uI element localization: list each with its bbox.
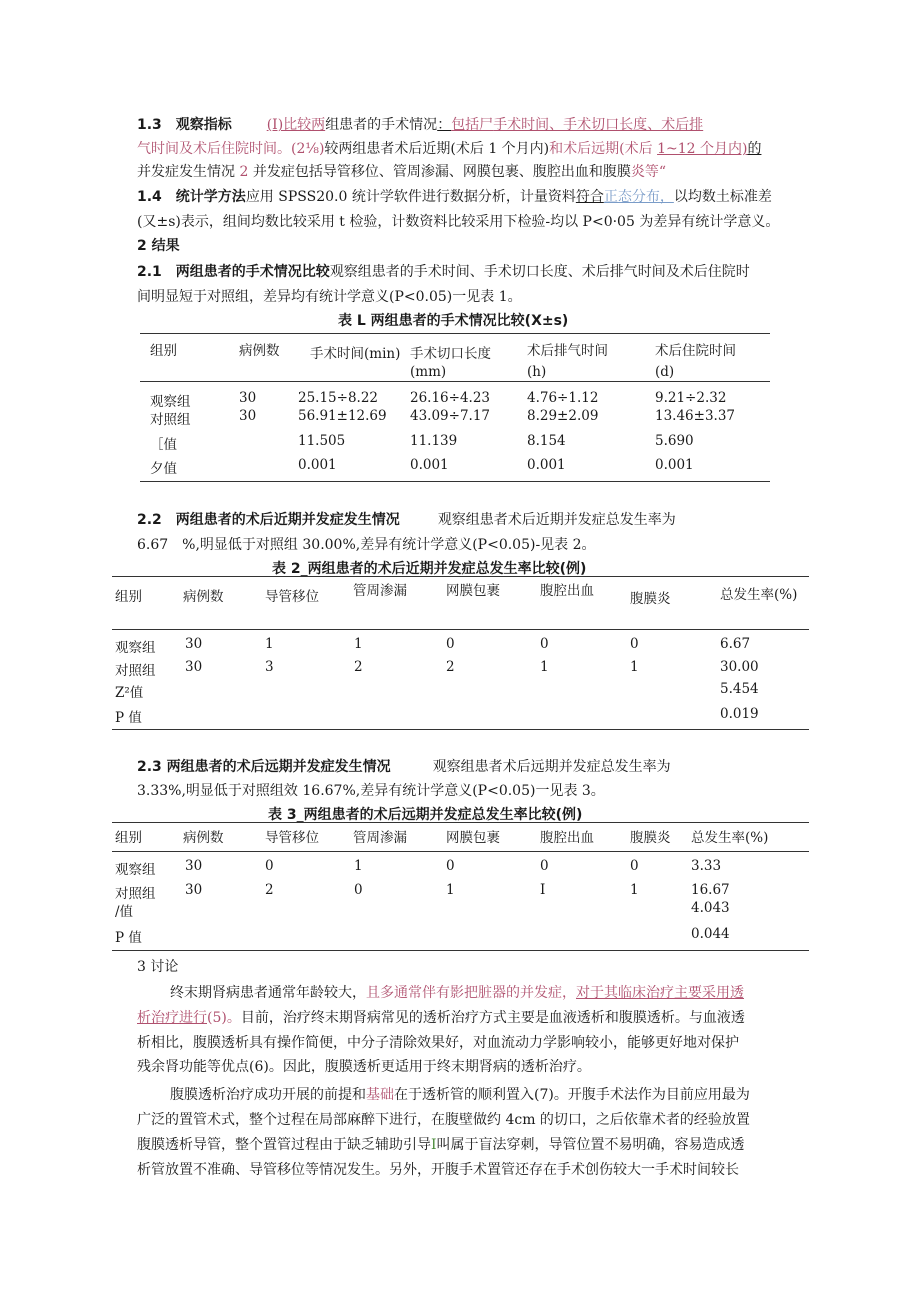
table-cell: 4.043	[691, 900, 730, 916]
table-3-header-cell: 腹膜炎	[630, 830, 671, 846]
table-cell: 30	[185, 882, 203, 898]
table-1-header-rule	[140, 381, 770, 382]
text-run: 腹膜透析治疗成功开展的前提和	[170, 1087, 366, 1103]
table-3-header-cell: 总发生率(%)	[691, 830, 769, 846]
section-1-3-heading: 1.3 观察指标	[137, 117, 232, 133]
section-2-heading: 2 结果	[137, 238, 180, 254]
table-cell: 5.690	[655, 433, 694, 449]
table-2-bottom-rule	[112, 729, 809, 730]
discussion-p1-line-4: 残余肾功能等优点(6)。因此，腹膜透析更适用于终末期肾病的透析治疗。	[137, 1059, 591, 1075]
table-cell: 0	[630, 858, 639, 874]
table-cell: 0.001	[298, 457, 337, 473]
table-cell: 2	[446, 659, 455, 675]
table-cell: I	[540, 882, 546, 898]
table-2-header-cell: 腹膜炎	[630, 591, 671, 607]
table-cell: 0	[540, 858, 549, 874]
text-run: 观察组患者术后远期并发症总发生率为	[432, 759, 671, 775]
text-run: 析治疗进行	[137, 1010, 207, 1026]
table-cell: 观察组	[115, 862, 156, 878]
table-cell: 30	[239, 390, 257, 406]
table-3-header-cell: 病例数	[183, 830, 224, 846]
text-run: ：	[437, 117, 452, 133]
table-2-top-rule	[112, 576, 809, 577]
section-2-3-line-1	[137, 757, 671, 779]
table-cell: 0	[540, 636, 549, 652]
text-run: 手术时间、手术切口长度、术后排	[493, 117, 704, 133]
text-run: 观察组患者术后近期并发症总发生率为	[437, 512, 676, 528]
text-run: 炎等“	[630, 164, 666, 180]
table-cell: 1	[540, 659, 549, 675]
text-run: 应用 SPSS20.0 统计学软件进行数据分析，计量资料	[245, 189, 576, 205]
table-cell: 30	[239, 408, 257, 424]
table-cell: 0	[446, 858, 455, 874]
table-2-caption: 表 2_两组患者的术后近期并发症总发生率比较(例)	[272, 561, 587, 577]
table-2-header-cell: 病例数	[183, 589, 224, 605]
discussion-p2-line-2: 广泛的置管术式，整个过程在局部麻醉下进行，在腹壁做约 4cm 的切口，之后依靠术者的经验放置	[137, 1112, 750, 1128]
text-run: 观察组患者的手术时间、手术切口长度、术后排气时间及术后住院时	[329, 264, 750, 280]
table-1-header-cell: 病例数	[239, 343, 280, 359]
text-run: 包括尸	[451, 117, 494, 133]
table-2-header-cell: 网膜包裹	[446, 583, 500, 599]
table-cell: 8.154	[527, 433, 566, 449]
table-cell: 观察组	[150, 394, 191, 410]
section-2-1-line-2: 间明显短于对照组，差异均有统计学意义(P<0.05)一见表 1。	[137, 289, 522, 305]
table-cell: 0.001	[527, 457, 566, 473]
table-cell: 13.46±3.37	[655, 408, 736, 424]
text-run: 和术后远期(术后	[549, 141, 658, 157]
discussion-p2-line-1	[170, 1085, 750, 1107]
table-cell: 对照组	[115, 886, 156, 902]
section-2-2-heading: 2.2 两组患者的术后近期并发症发生情况	[137, 512, 400, 528]
text-run: 终末期肾病患者通常年龄较大，	[170, 985, 366, 1001]
table-cell: 1	[630, 882, 639, 898]
text-run: 较两组患者术后近期(术后 1 个月内)	[324, 141, 550, 157]
text-run: 气时间及术后住院时间。	[137, 141, 291, 157]
table-1-header-cell: 手术时间(min)	[310, 346, 401, 362]
table-3-header-cell: 导管移位	[265, 830, 319, 846]
table-cell: P 值	[115, 710, 142, 726]
table-cell: Z²值	[115, 685, 144, 701]
table-3-header-cell: 网膜包裹	[446, 830, 500, 846]
table-1-header-cell: 术后排气时间	[527, 343, 608, 359]
table-cell: 夕值	[150, 461, 177, 477]
text-run: 叫属于盲法穿刺，导管位置不易明确，容易造成透	[436, 1137, 745, 1153]
table-2-header-cell: 组别	[115, 589, 142, 605]
table-3-header-cell: 组别	[115, 830, 142, 846]
table-3-top-rule	[112, 822, 809, 823]
section-1-4-line-2: (又±s)表示，组间均数比较采用 t 检验，计数资料比较采用下检验-均以 P<0·05 为差异有统计学意义。	[137, 214, 780, 230]
section-2-2-line-1	[137, 510, 676, 532]
text-run: 且多通常伴有影把脏器的并发症，	[366, 985, 576, 1001]
table-cell: 1	[446, 882, 455, 898]
text-run: 并发症发生情况	[137, 164, 240, 180]
table-3-header-cell: 腹腔出血	[540, 830, 594, 846]
table-cell: 1	[354, 636, 363, 652]
table-cell: 11.139	[410, 433, 458, 449]
table-cell: 43.09÷7.17	[410, 408, 491, 424]
table-cell: 25.15÷8.22	[298, 390, 379, 406]
text-run: 的	[747, 141, 762, 157]
table-2-header-cell: 导管移位	[265, 589, 319, 605]
table-cell: 0.044	[691, 926, 730, 942]
table-cell: 0	[265, 858, 274, 874]
table-cell: 6.67	[720, 636, 751, 652]
table-cell: 11.505	[298, 433, 346, 449]
table-cell: 16.67	[691, 882, 730, 898]
table-cell: 3.33	[691, 858, 722, 874]
table-1-unit: (d)	[655, 364, 675, 380]
table-cell: 9.21÷2.32	[655, 390, 727, 406]
table-cell: 30	[185, 858, 203, 874]
table-cell: 56.91±12.69	[298, 408, 387, 424]
text-run: 在于透析管的顺利置入(7)。开腹手术法作为目前应用最为	[394, 1087, 750, 1103]
section-2-1-line-1	[137, 262, 750, 284]
table-1-header-cell: 组别	[150, 343, 177, 359]
section-1-4-line-1	[137, 187, 772, 209]
table-cell: 5.454	[720, 681, 759, 697]
table-cell: 4.76÷1.12	[527, 390, 599, 406]
table-cell: 2	[354, 659, 363, 675]
table-1-top-rule	[140, 333, 770, 334]
section-1-4-heading: 1.4 统计学方法	[137, 189, 246, 205]
text-run: (I)比较两	[266, 117, 326, 133]
table-cell: 1	[265, 636, 274, 652]
table-1-header-cell: 术后住院时间	[655, 343, 736, 359]
text-run: 并发症包括导管移位、管周渗漏、网膜包裹、腹腔出血和腹膜	[248, 164, 631, 180]
text-run: 符合	[575, 189, 604, 205]
table-2-header-cell: 腹腔出血	[540, 583, 594, 599]
table-cell: /值	[115, 904, 134, 920]
text-run: I	[431, 1137, 437, 1153]
table-cell: 30	[185, 636, 203, 652]
discussion-p1-line-3: 析相比，腹膜透析具有操作简便，中分子清除效果好，对血流动力学影响较小，能够更好地对保护	[137, 1035, 739, 1051]
table-cell: 1	[630, 659, 639, 675]
text-run: 组患者的手术情况	[325, 117, 438, 133]
discussion-p1-line-2	[137, 1008, 745, 1030]
table-3-caption: 表 3_两组患者的术后远期并发症总发生率比较(例)	[268, 807, 583, 823]
text-run: 对于其临床治疗主要采用透	[576, 985, 744, 1001]
table-cell: 观察组	[115, 640, 156, 656]
text-run: 以均数土标准差	[673, 189, 772, 205]
text-run: 腹膜透析导管，整个置管过程由于缺乏辅助引导	[137, 1137, 431, 1153]
table-1-header-cell: 手术切口长度	[410, 346, 491, 362]
section-2-3-heading: 2.3 两组患者的术后远期并发症发生情况	[137, 759, 391, 775]
text-run: (2⅛)	[291, 141, 325, 157]
table-cell: 0.019	[720, 706, 759, 722]
table-cell: 30.00	[720, 659, 759, 675]
discussion-p1-line-1	[170, 983, 744, 1005]
citation: (5)。	[207, 1010, 241, 1026]
table-3-header-rule	[112, 851, 809, 852]
discussion-p2-line-3	[137, 1135, 745, 1157]
table-1-unit: (mm)	[410, 364, 447, 380]
table-cell: 0	[354, 882, 363, 898]
section-1-3-line-2	[137, 139, 761, 161]
table-1-caption: 表 L 两组患者的手术情况比较(X±s)	[338, 313, 569, 329]
section-3-heading: 3 讨论	[137, 959, 179, 975]
section-2-3-line-2: 3.33%,明显低于对照组效 16.67%,差异有统计学意义(P<0.05)一见表 3。	[137, 783, 605, 799]
table-2-header-rule	[112, 629, 809, 630]
table-cell: 0.001	[655, 457, 694, 473]
table-cell: 26.16÷4.23	[410, 390, 491, 406]
section-1-3-line-3	[137, 162, 666, 184]
text-run: 2	[239, 164, 249, 180]
section-1-3-line-1	[137, 115, 703, 137]
discussion-p2-line-4: 析管放置不准确、导管移位等情况发生。另外，开腹手术置管还存在手术创伤较大一手术时间较长	[137, 1162, 739, 1178]
table-cell: 1	[354, 858, 363, 874]
table-cell: ［值	[150, 437, 177, 453]
table-cell: 2	[265, 882, 274, 898]
section-2-1-heading: 2.1 两组患者的手术情况比较	[137, 264, 330, 280]
table-cell: P 值	[115, 930, 142, 946]
table-2-header-cell: 总发生率(%)	[720, 587, 798, 603]
table-cell: 0	[630, 636, 639, 652]
table-cell: 3	[265, 659, 274, 675]
table-cell: 0.001	[410, 457, 449, 473]
table-cell: 对照组	[150, 412, 191, 428]
table-cell: 对照组	[115, 663, 156, 679]
table-1-bottom-rule	[140, 481, 770, 482]
text-run: 目前，治疗终末期肾病常见的透析治疗方式主要是血液透析和腹膜透析。与血液透	[240, 1010, 745, 1026]
table-3-bottom-rule	[112, 950, 809, 951]
table-cell: 30	[185, 659, 203, 675]
table-cell: 0	[446, 636, 455, 652]
text-run: 基础	[366, 1087, 394, 1103]
section-2-2-line-2: 6.67 %,明显低于对照组 30.00%,差异有统计学意义(P<0.05)-见表 2。	[137, 537, 596, 553]
text-run: 正态分布，	[603, 189, 674, 205]
table-3-header-cell: 管周渗漏	[353, 830, 407, 846]
text-run: 1~12 个月内)	[657, 141, 748, 157]
table-2-header-cell: 管周渗漏	[353, 583, 407, 599]
table-1-unit: (h)	[527, 364, 547, 380]
table-cell: 8.29±2.09	[527, 408, 599, 424]
